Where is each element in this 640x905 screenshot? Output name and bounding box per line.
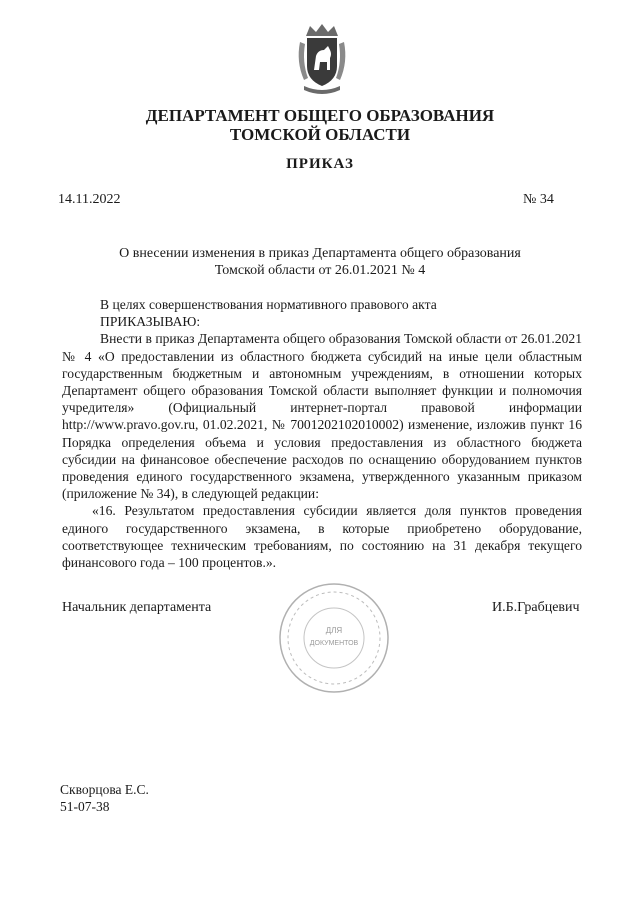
department-name-line2: ТОМСКОЙ ОБЛАСТИ: [229, 125, 411, 144]
order-body: [62, 296, 582, 571]
order-date: 14.11.2022: [58, 192, 121, 207]
signer-position: Начальник департамента: [62, 600, 212, 615]
executor-phone: 51-07-38: [60, 799, 110, 814]
subject-line2: Томской области от 26.01.2021 № 4: [214, 263, 426, 278]
executor-name: Скворцова Е.С.: [60, 782, 149, 797]
order-word: ПРИКАЗЫВАЮ:: [100, 314, 201, 330]
document-type-title: ПРИКАЗ: [286, 156, 354, 172]
coat-of-arms-icon: [296, 22, 348, 94]
round-stamp-icon: [276, 580, 392, 696]
executor-block: [60, 781, 149, 815]
subject-line1: О внесении изменения в приказ Департамента общего образования: [119, 246, 521, 261]
order-number: № 34: [523, 192, 554, 207]
intro-text: В целях совершенствования нормативного правового акта: [100, 297, 437, 312]
stamp-line1: ДЛЯ: [325, 626, 343, 635]
order-subject: [0, 245, 640, 279]
stamp-line2: ДОКУМЕНТОВ: [309, 640, 359, 647]
paragraph-2: «16. Результатом предоставления субсидии является доля пунктов проведения единого государственного экзамена, в которые приобретено оборудование, соответствующее техническим требованиям, по состоянию на 31 декабря текущего финансового года – 100 процентов.».: [62, 503, 582, 571]
department-name-line1: ДЕПАРТАМЕНТ ОБЩЕГО ОБРАЗОВАНИЯ: [145, 106, 495, 125]
signer-name: И.Б.Грабцевич: [492, 600, 580, 615]
paragraph-1: Внести в приказ Департамента общего образования Томской области от 26.01.2021 № 4 «О предоставлении из областного бюджета субсидий на иные цели областным государственным бюджетным и автономным учреждениям, в отношении которых Департамент общего образования Томской области выполняет функции и полномочия учредителя» (Официальный интернет-портал правовой информации http://www.pravo.gov.ru, 01.02.2021, № 7001202102010002) изменение, изложив пункт 16 Порядка определения объема и условия предоставления из областного бюджета субсидии на финансовое обеспечение расходов по оснащению оборудованием пунктов проведения единого государственного экзамена, утвержденного указанным приказом (приложение № 34), в следующей редакции:: [62, 331, 582, 502]
